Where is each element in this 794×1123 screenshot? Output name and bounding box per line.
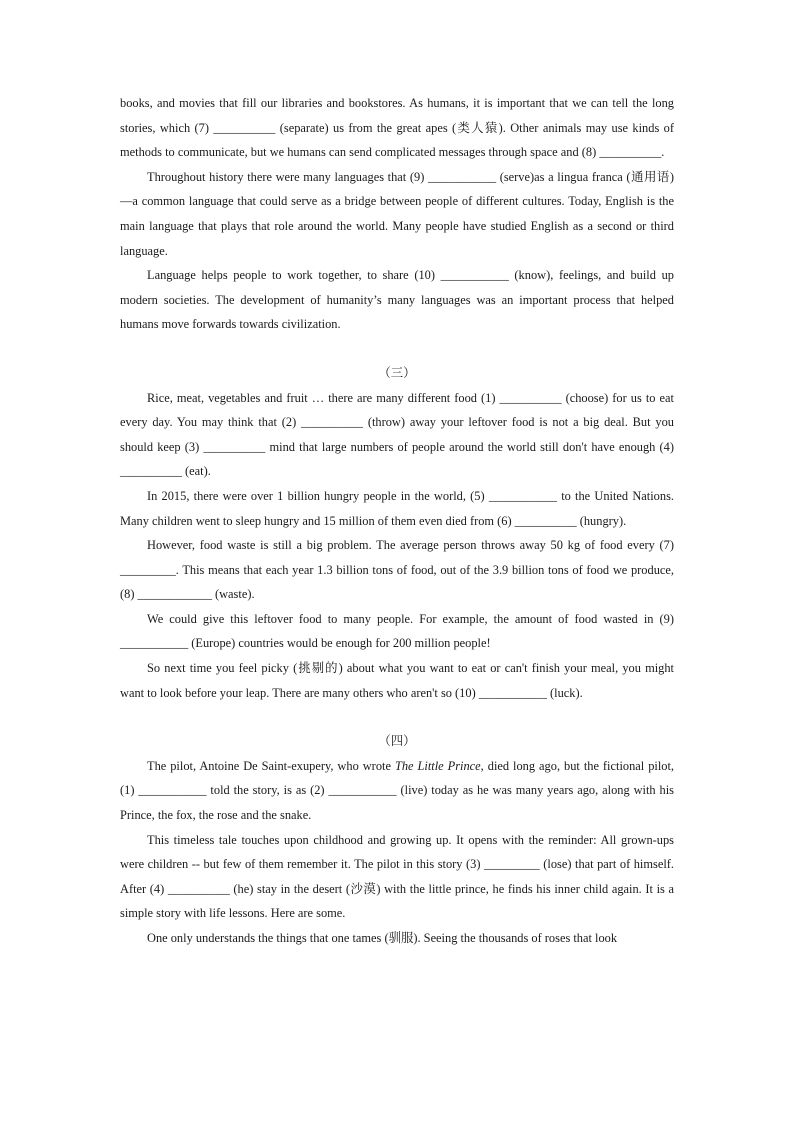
section-3-paragraph-4: We could give this leftover food to many people. For example, the amount of food wasted in (9) ___________ (Europe) countries would be enough for 200 million people! — [120, 611, 674, 651]
paragraph-continuation-2: Throughout history there were many languages that (9) ___________ (serve)as a lingua franca (通用语)—a common language that could serve as a bridge between people of different cultures. Today, English is the main language that plays that role around the world. Many people have studied English as a second or third language. — [120, 169, 674, 258]
book-title-little-prince: The Little Prince — [394, 758, 481, 773]
section-4-title: （四） — [378, 734, 416, 749]
section-4-paragraph-1 — [120, 754, 674, 828]
paragraph-continuation-3: Language helps people to work together, to share (10) ___________ (know), feelings, and build up modern societies. The development of humanity’s many languages was an important process that helped humans move forwards towards civilization. — [120, 268, 674, 332]
section-4-paragraph-1-before: The pilot, Antoine De Saint-exupery, who wrote — [147, 758, 395, 773]
section-3-paragraph-3: However, food waste is still a big problem. The average person throws away 50 kg of food every (7) _________. This means that each year 1.3 billion tons of food, out of the 3.9 billion tons of food we produce, (8) ____________ (waste). — [120, 538, 674, 602]
section-4-paragraph-1-after: , died long ago, but the fictional pilot, (1) ___________ told the story, is as (2) ___________ (live) today as he was many years ago, along with his Prince, the fox, the rose and the snake. — [120, 758, 675, 823]
section-3-paragraph-1: Rice, meat, vegetables and fruit … there are many different food (1) __________ (choose) for us to eat every day. You may think that (2) __________ (throw) away your leftover food is not a big deal. But you should keep (3) __________ mind that large numbers of people around the world still don't have enough (4) __________ (eat). — [120, 390, 674, 479]
section-3-paragraph-2: In 2015, there were over 1 billion hungry people in the world, (5) ___________ to the United Nations. Many children went to sleep hungry and 15 million of them even died from (6) __________ (hungry). — [120, 488, 674, 528]
section-4-paragraph-3: One only understands the things that one tames (驯服). Seeing the thousands of roses that look — [147, 931, 618, 945]
section-4-paragraph-2: This timeless tale touches upon childhood and growing up. It opens with the reminder: All grown-ups were children -- but few of them remember it. The pilot in this story (3) _________ (lose) that part of himself. After (4) __________ (he) stay in the desert (沙漠) with the little prince, he finds his inner child again. It is a simple story with life lessons. Here are some. — [120, 832, 674, 921]
section-3-title: （三） — [378, 365, 416, 380]
section-3-paragraph-5: So next time you feel picky (挑剔的) about what you want to eat or can't finish your meal, you might want to look before your leap. There are many others who aren't so (10) ___________ (luck). — [120, 661, 674, 700]
paragraph-continuation-1: books, and movies that fill our libraries and bookstores. As humans, it is important that we can tell the long stories, which (7) __________ (separate) us from the great apes (类人猿). Other animals may use kinds of methods to communicate, but we humans can send complicated messages through space and (8) __________. — [120, 96, 674, 160]
document-page — [120, 91, 674, 951]
